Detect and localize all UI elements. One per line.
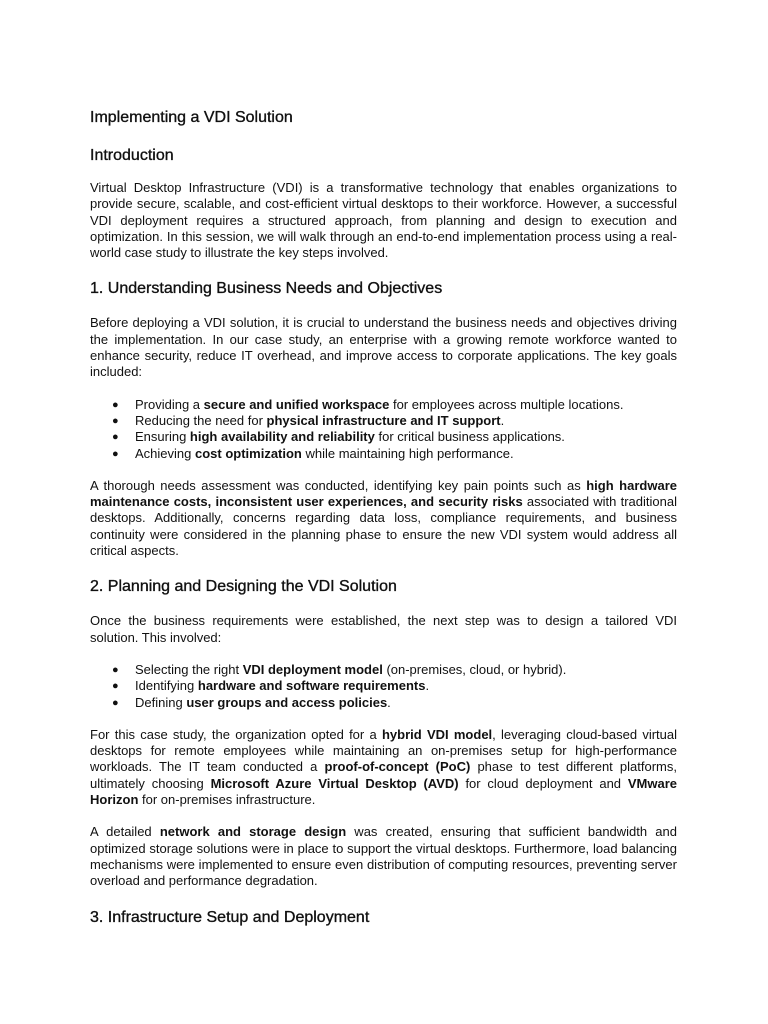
bullet-icon: ● <box>112 431 119 444</box>
list-item: ● Providing a secure and unified workspace for employees across multiple locations. <box>112 396 624 412</box>
document-title: Implementing a VDI Solution <box>90 109 293 126</box>
intro-paragraph: Virtual Desktop Infrastructure (VDI) is a transformative technology that enables organizations to provide secure, scalable, and cost-efficient virtual desktops to their workforce. However, a successful VDI deployment requires a structured approach, from planning and design to execution and optimization. In this session, we will walk through an end-to-end implementation process using a real-world case study to illustrate the key steps involved. <box>90 180 677 261</box>
bullet-icon: ● <box>112 414 119 427</box>
section-2-design-list <box>90 662 677 711</box>
list-item: ● Selecting the right VDI deployment model (on-premises, cloud, or hybrid). <box>112 661 567 677</box>
section-1-goal-list <box>90 397 677 462</box>
list-item: ● Ensuring high availability and reliability for critical business applications. <box>112 429 565 445</box>
section-heading-3: 3. Infrastructure Setup and Deployment <box>90 908 370 926</box>
bullet-icon: ● <box>112 680 119 693</box>
bullet-icon: ● <box>112 696 119 709</box>
bullet-icon: ● <box>112 398 119 411</box>
section-2-paragraph-3: A detailed network and storage design was created, ensuring that sufficient bandwidth and optimized storage solutions were in place to support the virtual desktops. Furthermore, load balancing mechanisms were implemented to ensure even distribution of computing resources, preventing server overload and performance degradation. <box>90 824 677 889</box>
section-heading-1: 1. Understanding Business Needs and Objectives <box>90 280 443 298</box>
bullet-icon: ● <box>112 663 119 676</box>
document-body <box>90 108 677 928</box>
section-2-paragraph-1: Once the business requirements were established, the next step was to design a tailored VDI solution. This involved: <box>90 613 677 645</box>
section-heading-2: 2. Planning and Designing the VDI Solution <box>90 578 397 596</box>
list-item: ● Reducing the need for physical infrastructure and IT support. <box>112 412 505 428</box>
list-item: ● Identifying hardware and software requirements. <box>112 678 430 694</box>
list-item: ● Defining user groups and access policies. <box>112 694 391 710</box>
section-1-paragraph-1: Before deploying a VDI solution, it is crucial to understand the business needs and objectives driving the implementation. In our case study, an enterprise with a growing remote workforce wanted to enhance security, reduce IT overhead, and improve access to corporate applications. The key goals included: <box>90 315 677 380</box>
bullet-icon: ● <box>112 447 119 460</box>
section-1-paragraph-2: A thorough needs assessment was conducted, identifying key pain points such as high hardware maintenance costs, inconsistent user experiences, and security risks associated with traditional desktops. Additionally, concerns regarding data loss, compliance requirements, and business continuity were considered in the planning phase to ensure the new VDI system would address all critical aspects. <box>90 477 677 559</box>
section-heading-introduction: Introduction <box>90 147 174 164</box>
section-2-paragraph-2: For this case study, the organization opted for a hybrid VDI model, leveraging cloud-based virtual desktops for remote employees while maintaining an on-premises setup for high-performance workloads. The IT team conducted a proof-of-concept (PoC) phase to test different platforms, ultimately choosing Microsoft Azure Virtual Desktop (AVD) for cloud deployment and VMware Horizon for on-premises infrastructure. <box>90 726 678 808</box>
list-item: ● Achieving cost optimization while maintaining high performance. <box>112 445 514 461</box>
